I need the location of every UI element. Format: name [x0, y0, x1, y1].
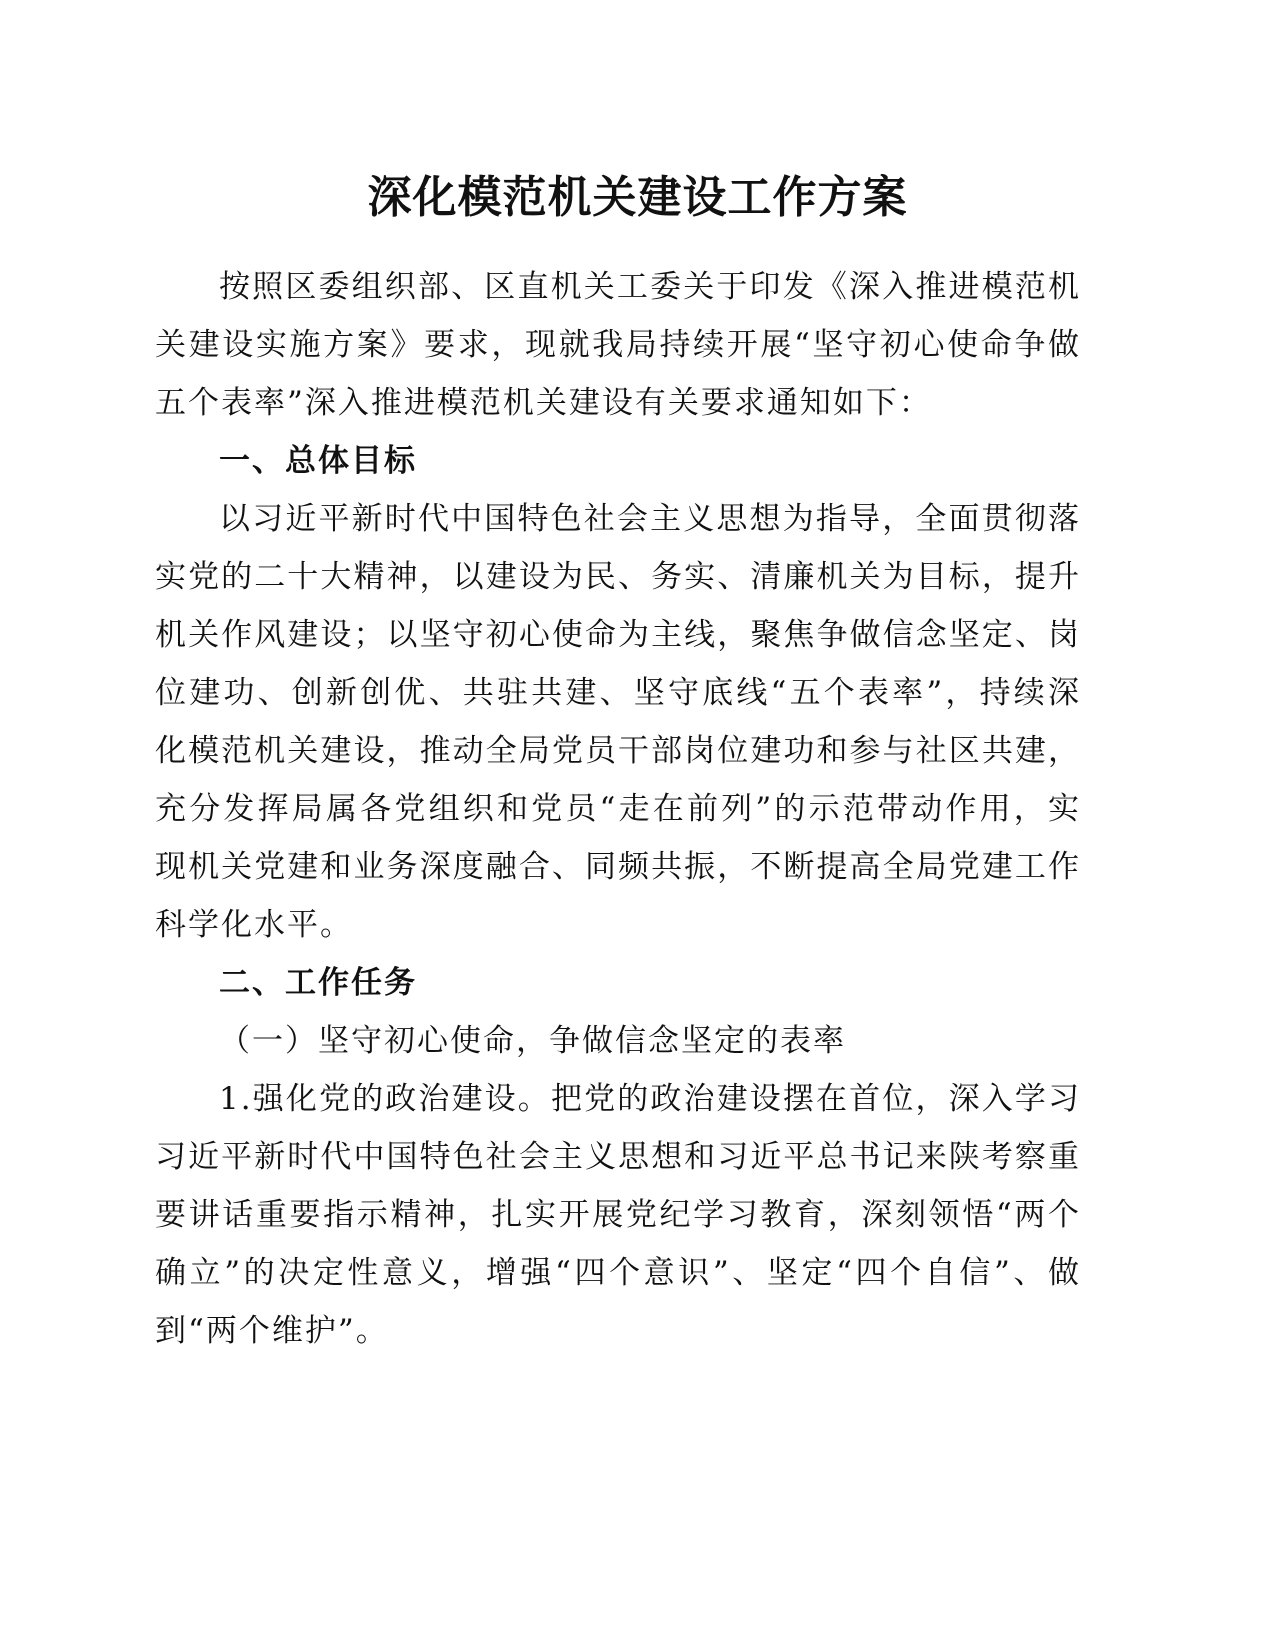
- intro-paragraph: 按照区委组织部、区直机关工委关于印发《深入推进模范机关建设实施方案》要求，现就我局持续开展“坚守初心使命争做五个表率”深入推进模范机关建设有关要求通知如下：: [155, 269, 1081, 421]
- overall-goal-paragraph: 以习近平新时代中国特色社会主义思想为指导，全面贯彻落实党的二十大精神，以建设为民、务实、清廉机关为目标，提升机关作风建设；以坚守初心使命为主线，聚焦争做信念坚定、岗位建功、创新创优、共驻共建、坚守底线“五个表率”，持续深化模范机关建设，推动全局党员干部岗位建功和参与社区共建，充分发挥局属各党组织和党员“走在前列”的示范带动作用，实现机关党建和业务深度融合、同频共振，不断提高全局党建工作科学化水平。: [155, 501, 1081, 943]
- section-heading-work-tasks: 二、工作任务: [219, 965, 417, 1001]
- subsection-heading-1: （一）坚守初心使命，争做信念坚定的表率: [219, 1023, 846, 1059]
- task-item-1-paragraph: 1.强化党的政治建设。把党的政治建设摆在首位，深入学习习近平新时代中国特色社会主义思想和习近平总书记来陕考察重要讲话重要指示精神，扎实开展党纪学习教育，深刻领悟“两个确立”的决定性意义，增强“四个意识”、坚定“四个自信”、做到“两个维护”。: [155, 1081, 1081, 1349]
- document-title: 深化模范机关建设工作方案: [367, 172, 908, 223]
- section-heading-overall-goal: 一、总体目标: [219, 443, 417, 479]
